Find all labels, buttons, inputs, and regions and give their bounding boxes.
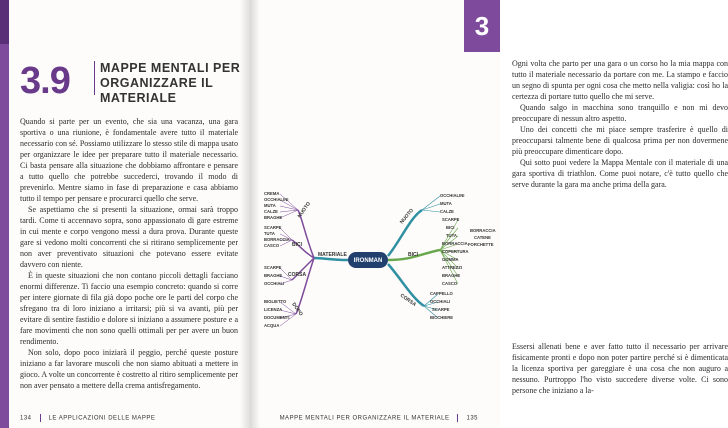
mind-map-item: OCCHIALINI bbox=[264, 197, 289, 202]
mind-map-item: SCARPE bbox=[432, 307, 450, 312]
mind-map-extra-item: FORCHETTE bbox=[468, 242, 494, 247]
chapter-side-bar bbox=[0, 0, 9, 428]
mind-map-item: BRAGHE bbox=[264, 273, 283, 278]
paragraph: Quando si parte per un evento, che sia una vacanza, una gara sportiva o una riunione, è fondamentale avere tutto il materiale necessario con sé. Possiamo utilizzare lo stesso stile di mappa usato per organizzare le idee per preparare tutto il materiale necessario. Ci basta pensare alla situazione che dobbiamo affrontare e pensare a tutto quello che potrebbe succederci, trovando il modo di prevenirlo. Mentre siamo in fase di preparazione e casa abbiamo tutto il tempo per pensare e procurarci quello che serve. bbox=[20, 117, 238, 203]
right-footer bbox=[280, 414, 478, 422]
mind-map-item: CASCO bbox=[442, 281, 458, 286]
page-number-right: 135 bbox=[466, 415, 478, 422]
left-page bbox=[0, 0, 250, 428]
mind-map-item: MUTA bbox=[440, 201, 452, 206]
paragraph: Ogni volta che parto per una gara o un corso ho la mia mappa con tutto il materiale necessario da portare con me. La stampo e faccio un segno di spunta per ogni cosa che metto nella valigia: così ho la certezza di portare tutto quello che mi serve. bbox=[512, 59, 728, 101]
right-body-text-bottom bbox=[512, 341, 728, 396]
mind-map-item: DOCUMENTI bbox=[264, 315, 290, 320]
mind-map-branch-nuoto: NUOTO bbox=[398, 207, 416, 226]
mind-map-extra-item: CATENE bbox=[474, 235, 491, 240]
mind-map-item: SCARPE bbox=[264, 265, 282, 270]
mind-map-figure bbox=[262, 188, 496, 336]
mind-map-item: CALZE bbox=[440, 209, 454, 214]
mind-map-item: MUTA bbox=[264, 203, 276, 208]
mind-map-item: ACQUA bbox=[264, 323, 280, 328]
mind-map-item: LICENZA bbox=[264, 307, 283, 312]
mind-map-item: SCARPE bbox=[264, 225, 282, 230]
mind-map-center-label: IRONMAN bbox=[353, 258, 383, 264]
mind-map-left-group: CORSA bbox=[288, 272, 307, 278]
page-number-left: 134 bbox=[20, 415, 32, 422]
mind-map-item: SCARPE bbox=[442, 217, 460, 222]
mind-map-item: BRAGHE bbox=[442, 273, 461, 278]
running-head-left: LE APPLICAZIONI DELLE MAPPE bbox=[48, 415, 156, 422]
mind-map-item: TUTA bbox=[264, 231, 275, 236]
paragraph: Uno dei concetti che mi piace sempre trasferire è quello di preoccuparsi talmente bene di qualcosa prima per non dovermene più preoccupare dimenticare dopo. bbox=[512, 125, 728, 156]
paragraph: Non solo, dopo poco iniziarà il peggio, perché queste posture iniziano a far lavorare muscoli che non siamo abituati a mettere in gioco. A volte un concorrente è costretto al ritiro semplicemente per non aver pensato a mettere della crema antisfregamento. bbox=[20, 348, 238, 390]
mind-map-left-group: DOPO bbox=[290, 301, 304, 318]
mind-map-item: COPERTURA bbox=[442, 249, 469, 254]
paragraph: Se aspettiamo che si presenti la situazione, ormai sarà troppo tardi. Come ti accennavo sopra, sono appassionato di gare estreme in cui mente e corpo vengono messi a dura prova. Durante queste gare si vedono molti concorrenti che si ritirano semplicemente per non aver preventivato situazioni che potevano essere evitate davvero con niente. bbox=[20, 205, 238, 269]
paragraph: Essersi allenati bene e aver fatto tutto il necessario per arrivare fisicamente pronti e dopo non poter partire perché si è dimenticata la licenza sportiva per gareggiare è una cosa che non auguro a nessuno. Purtroppo l'ho visto succedere diverse volte. Ci sono persone che iniziano a la- bbox=[512, 342, 728, 395]
mind-map-item: OCCHIALI bbox=[264, 281, 285, 286]
mind-map-item: BICI bbox=[446, 225, 455, 230]
section-title-line1: MAPPE MENTALI PER bbox=[100, 61, 241, 75]
mind-map-item: BIGLIETTO bbox=[264, 299, 287, 304]
left-footer bbox=[20, 414, 155, 422]
mind-map-branch-corsa: CORSA bbox=[398, 292, 418, 308]
mind-map-item: BICCHIERE bbox=[430, 315, 454, 320]
mind-map-left-branch: MATERIALE bbox=[318, 252, 347, 258]
mind-map-left-group: NUOTO bbox=[296, 200, 312, 220]
left-body-text bbox=[20, 116, 238, 391]
mind-map-item: CREMA bbox=[264, 191, 280, 196]
section-title bbox=[94, 61, 244, 106]
mind-map-item: TUTA bbox=[446, 233, 457, 238]
section-title-line2: ORGANIZZARE IL MATERIALE bbox=[100, 76, 214, 105]
mind-map-item: BORRACCIA bbox=[264, 237, 290, 242]
paragraph: Qui sotto puoi vedere la Mappa Mentale con il materiale di una gara sportiva di triathlon. Come puoi notare, c'è tutto quello che serve durante la gara ma anche prima della gara. bbox=[512, 158, 728, 189]
section-number: 3.9 bbox=[20, 60, 70, 102]
chapter-side-tab bbox=[0, 0, 9, 44]
running-head-right: MAPPE MENTALI PER ORGANIZZARE IL MATERIALE bbox=[279, 415, 450, 422]
mind-map-item: BORRACCIA bbox=[442, 241, 468, 246]
mind-map-extra-item: BORRACCIA bbox=[470, 228, 496, 233]
mind-map-branch-bici: BICI bbox=[408, 252, 418, 258]
mind-map-left-group: BICI bbox=[292, 242, 302, 248]
chapter-tab: 3 bbox=[464, 0, 500, 52]
mind-map-item: BRAGHE bbox=[264, 215, 283, 220]
gutter-shadow bbox=[250, 0, 260, 428]
mind-map-item: ATTREZZI bbox=[442, 265, 462, 270]
mind-map-item: GOMMA bbox=[442, 257, 459, 262]
mind-map-item: CASCO bbox=[264, 243, 280, 248]
paragraph: È in queste situazioni che non contano piccoli dettagli facciano enormi differenze. Ti faccio una esempio concreto: quando si corre per intere giornate di fila già dopo poche ore le parti del corpo che sfregano tra di loro iniziano a irritarsi; più si va avanti, più per evitare di sentire fastidio e dolore si iniziano a assumere posture e a fare movimenti che non sono quelli ottimali per per avere un buon rendimento. bbox=[20, 271, 238, 346]
mind-map-item: CAPPELLO bbox=[430, 291, 453, 296]
mind-map-item: OCCHIALINI bbox=[440, 193, 465, 198]
right-body-text-top bbox=[512, 58, 728, 190]
mind-map-center bbox=[348, 252, 388, 268]
mind-map-item: CALZE bbox=[264, 209, 278, 214]
paragraph: Quando salgo in macchina sono tranquillo e non mi devo preoccupare di nessun altro aspetto. bbox=[512, 103, 728, 123]
mind-map-item: OCCHIALI bbox=[430, 299, 451, 304]
